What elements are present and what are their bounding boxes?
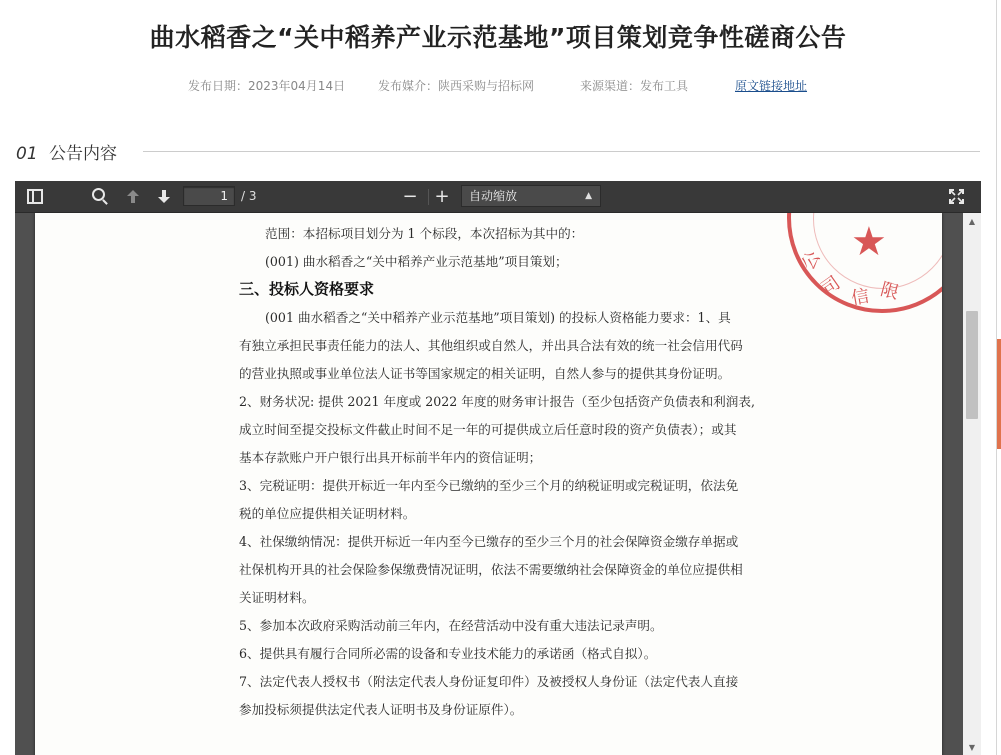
document-line: 基本存款账户开户银行出具开标前半年内的资信证明； (239, 450, 542, 465)
fullscreen-icon (949, 189, 964, 204)
publish-date: 发布日期：2023年04月14日 (188, 79, 346, 93)
document-line: 6、提供具有履行合同所必需的设备和专业技术能力的承诺函（格式自拟）。 (239, 646, 657, 661)
chevron-updown-icon: ▲ (585, 191, 592, 201)
document-line: 3、完税证明：提供开标近一年内至今已缴纳的至少三个月的纳税证明或完税证明，依法免 (239, 478, 739, 493)
section-heading (16, 139, 117, 164)
page-number-input[interactable]: 1 (183, 186, 235, 206)
document-line: 范围：本招标项目划分为 1 个标段，本次招标为其中的： (265, 226, 584, 241)
fullscreen-button[interactable] (943, 185, 969, 207)
seal-char: 公 (797, 247, 825, 274)
page-title: 曲水稻香之“关中稻养产业示范基地”项目策划竞争性磋商公告 (149, 23, 847, 52)
document-line: 关证明材料。 (239, 590, 315, 605)
document-line: 4、社保缴纳情况：提供开标近一年内至今已缴存的至少三个月的社会保障资金缴存单据或 (239, 534, 739, 549)
zoom-value: 自动缩放 (469, 189, 518, 203)
section-divider (143, 151, 980, 152)
pdf-viewer (15, 181, 981, 755)
document-line: (001 曲水稻香之“关中稻养产业示范基地”项目策划) 的投标人资格能力要求：1、具 (265, 310, 731, 325)
seal-char: 司 (817, 272, 845, 300)
arrow-down-icon (157, 189, 171, 204)
zoom-in-button[interactable]: + (434, 185, 450, 207)
section-number: 01 (16, 144, 38, 164)
seal-char: 信 (849, 285, 871, 310)
next-page-button[interactable] (151, 185, 177, 207)
pdf-toolbar (15, 181, 981, 213)
publish-media: 发布媒介：陕西采购与招标网 (378, 79, 535, 93)
search-icon (92, 188, 105, 201)
document-area[interactable] (15, 213, 963, 755)
source-channel: 来源渠道：发布工具 (580, 79, 689, 93)
scroll-up-icon[interactable]: ▲ (968, 216, 976, 226)
official-seal (787, 213, 942, 313)
section-title: 公告内容 (49, 144, 118, 164)
document-line: 5、参加本次政府采购活动前三年内，在经营活动中没有重大违法记录声明。 (239, 618, 663, 633)
sidebar-toggle-button[interactable] (22, 185, 48, 207)
document-line: 社保机构开具的社会保险参保缴费情况证明，依法不需要缴纳社会保障资金的单位应提供相 (239, 562, 743, 577)
side-accent-tab[interactable] (997, 339, 1001, 449)
seal-char: 限 (878, 278, 902, 304)
previous-page-button[interactable] (120, 185, 146, 207)
sidebar-toggle-icon (27, 189, 43, 204)
zoom-select[interactable] (461, 185, 601, 207)
document-page (35, 213, 942, 755)
search-button[interactable] (87, 185, 113, 207)
arrow-up-icon (126, 189, 140, 204)
document-line: 的营业执照或事业单位法人证书等国家规定的相关证明，自然人参与的提供其身份证明。 (239, 366, 731, 381)
document-line: 成立时间至提交投标文件截止时间不足一年的可提供成立后任意时段的资产负债表）；或其 (239, 422, 737, 437)
document-line: (001) 曲水稻香之“关中稻养产业示范基地”项目策划； (265, 254, 568, 269)
document-heading: 三、投标人资格要求 (239, 280, 375, 298)
document-line: 有独立承担民事责任能力的法人、其他组织或自然人，并出具合法有效的统一社会信用代码 (239, 338, 743, 353)
document-line: 2、财务状况: 提供 2021 年度或 2022 年度的财务审计报告（至少包括资产负债表和利润表, (239, 394, 755, 409)
scroll-down-icon[interactable]: ▼ (968, 742, 976, 752)
document-scrollbar[interactable] (963, 213, 981, 755)
seal-star-icon: ★ (851, 219, 887, 265)
page-count: / 3 (241, 189, 257, 203)
scroll-thumb[interactable] (966, 311, 978, 419)
document-line: 税的单位应提供相关证明材料。 (239, 506, 416, 521)
zoom-out-button[interactable]: − (402, 185, 418, 207)
document-line: 7、法定代表人授权书（附法定代表人身份证复印件）及被授权人身份证（法定代表人直接 (239, 674, 739, 689)
original-link[interactable]: 原文链接地址 (735, 79, 808, 93)
document-line: 参加投标须提供法定代表人证明书及身份证原件）。 (239, 702, 523, 717)
